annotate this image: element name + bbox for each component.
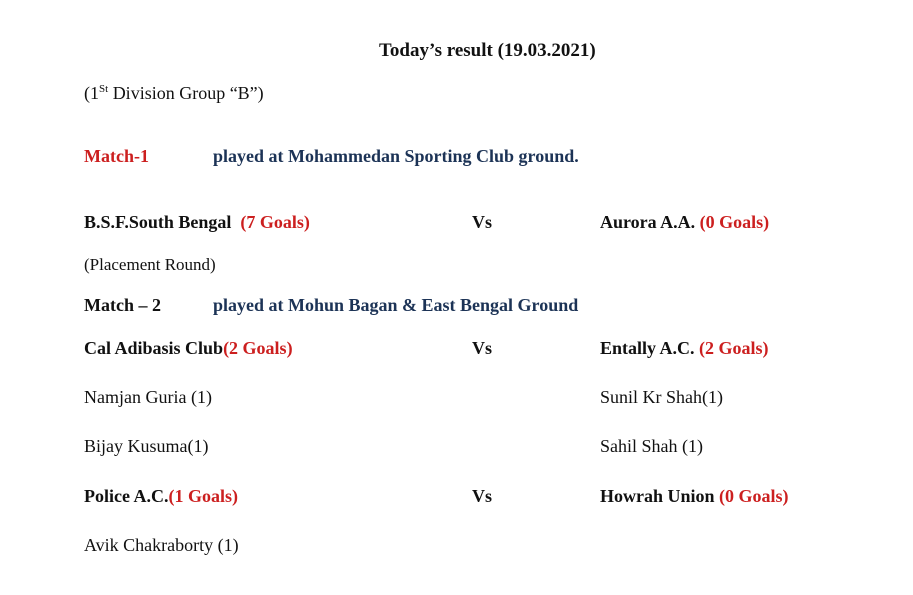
match2-away-team: Entally A.C. — [600, 338, 695, 358]
match1-away-goals: (0 Goals) — [699, 212, 770, 232]
match2-home — [84, 338, 293, 359]
match1-vs: Vs — [472, 212, 493, 232]
match1-venue: played at Mohammedan Sporting Club ground. — [213, 146, 579, 166]
match1-away — [600, 212, 769, 233]
match1-home-team: B.S.F.South Bengal — [84, 212, 232, 232]
division-superscript: St — [99, 83, 109, 95]
match2-home-team: Cal Adibasis Club — [84, 338, 224, 358]
match3-home — [84, 486, 238, 507]
match2-label: Match – 2 — [84, 295, 161, 315]
match2-away-scorer: Sahil Shah (1) — [600, 436, 703, 456]
match3-home-team: Police A.C. — [84, 486, 169, 506]
match3-home-goals: (1 Goals) — [168, 486, 238, 506]
match3-away-team: Howrah Union — [600, 486, 715, 506]
match2-home-scorer: Bijay Kusuma(1) — [84, 436, 209, 456]
division-heading — [84, 83, 264, 104]
match2-vs: Vs — [472, 338, 493, 358]
match2-venue: played at Mohun Bagan & East Bengal Ground — [213, 295, 579, 315]
match1-label: Match-1 — [84, 146, 149, 166]
match3-vs: Vs — [472, 486, 493, 506]
match3-home-scorer: Avik Chakraborty (1) — [84, 535, 239, 555]
match2-home-scorer: Namjan Guria (1) — [84, 387, 212, 407]
match3-away-goals: (0 Goals) — [719, 486, 789, 506]
page-title: Today’s result (19.03.2021) — [379, 40, 596, 61]
division-open: (1 — [84, 83, 99, 103]
match2-away-goals: (2 Goals) — [699, 338, 769, 358]
match1-home-goals: (7 Goals) — [240, 212, 310, 232]
division-rest: Division Group “B”) — [108, 83, 264, 103]
match2-away — [600, 338, 769, 359]
match1-home — [84, 212, 310, 233]
placement-round: (Placement Round) — [84, 255, 216, 274]
match2-home-goals: (2 Goals) — [223, 338, 293, 358]
match3-away — [600, 486, 789, 507]
match1-away-team: Aurora A.A. — [600, 212, 696, 232]
match2-away-scorer: Sunil Kr Shah(1) — [600, 387, 723, 407]
